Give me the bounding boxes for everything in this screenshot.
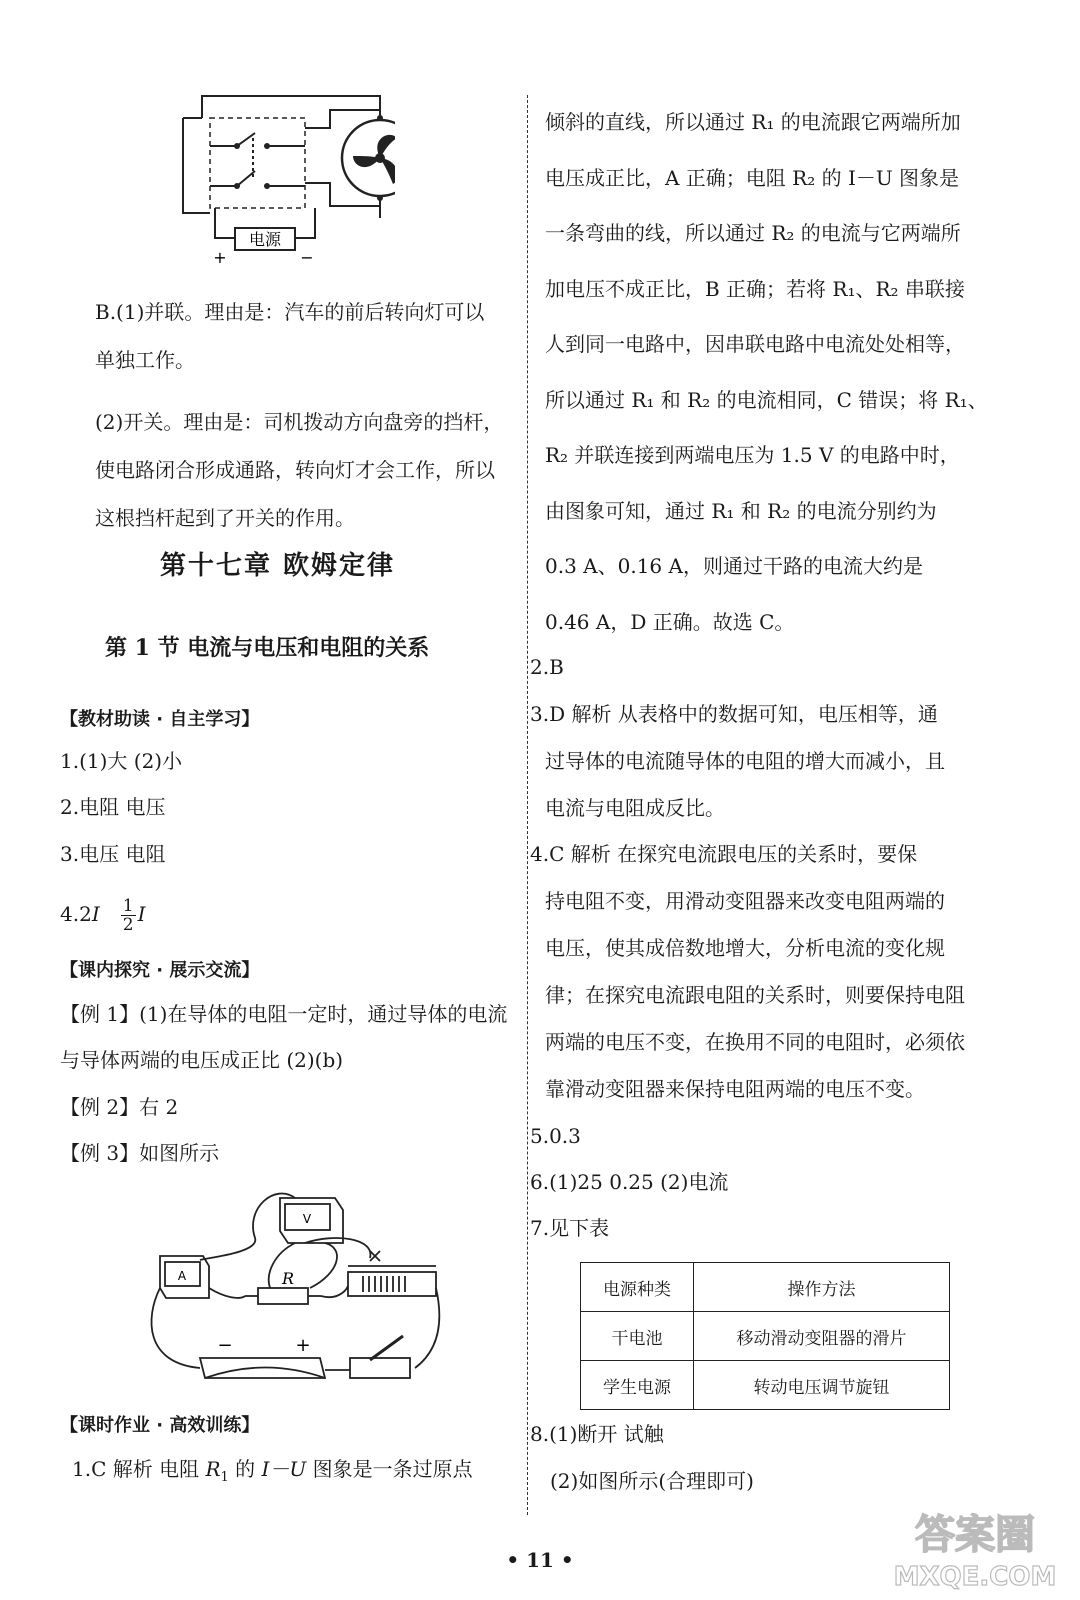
answer-b2-line3: 这根挡杆起到了开关的作用。 xyxy=(95,506,355,530)
example1-line2: 与导体两端的电压成正比 (2)(b) xyxy=(60,1048,344,1072)
table-cell: 干电池 xyxy=(581,1312,694,1361)
example1-line1: 【例 1】(1)在导体的电阻一定时，通过导体的电流 xyxy=(60,1002,508,1026)
example2: 【例 2】右 2 xyxy=(60,1095,179,1119)
answer-2: 2.B xyxy=(530,655,564,679)
answer-6: 6.(1)25 0.25 (2)电流 xyxy=(530,1170,729,1194)
analysis-line-4: 加电压不成正比，B 正确；若将 R₁、R₂ 串联接 xyxy=(545,277,965,301)
answer-3-line1: 3.D 解析 从表格中的数据可知，电压相等，通 xyxy=(530,702,938,726)
answer-5: 5.0.3 xyxy=(530,1124,581,1148)
fraction-half: $\frac{1}{2}$ xyxy=(122,896,134,935)
answer-4-line1: 4.C 解析 在探究电流跟电压的关系时，要保 xyxy=(530,842,918,866)
svg-text:电源: 电源 xyxy=(248,230,282,249)
answer-b2-line2: 使电路闭合形成通路，转向灯才会工作，所以 xyxy=(95,458,495,482)
answer-4-line3: 电压，使其成倍数地增大，分析电流的变化规 xyxy=(545,936,945,960)
table-header-cell: 电源种类 xyxy=(581,1263,694,1312)
answer-1-line1: 1.C 解析 电阻 $R_1$ 的 I－U 图象是一条过原点 xyxy=(72,1457,473,1485)
answer-b2-line1: (2)开关。理由是：司机拨动方向盘旁的挡杆， xyxy=(95,410,504,434)
analysis-line-1: 倾斜的直线，所以通过 R₁ 的电流跟它两端所加 xyxy=(545,110,961,134)
column-divider xyxy=(527,95,528,1515)
power-source-table xyxy=(580,1262,950,1410)
chapter-title: 第十七章 欧姆定律 xyxy=(160,551,396,581)
answer-3-line2: 过导体的电流随导体的电阻的增大而减小，且 xyxy=(545,749,945,773)
answer-q2: 2.电阻 电压 xyxy=(60,795,166,819)
table-row xyxy=(581,1361,950,1410)
analysis-line-3: 一条弯曲的线，所以通过 R₂ 的电流与它两端所 xyxy=(545,221,961,245)
analysis-line-7: R₂ 并联连接到两端电压为 1.5 V 的电路中时， xyxy=(545,443,960,467)
analysis-line-2: 电压成正比，A 正确；电阻 R₂ 的 I－U 图象是 xyxy=(545,166,960,190)
answer-4-line4: 律；在探究电流跟电阻的关系时，则要保持电阻 xyxy=(545,983,965,1007)
answer-7: 7.见下表 xyxy=(530,1216,610,1240)
analysis-line-9: 0.3 A、0.16 A，则通过干路的电流大约是 xyxy=(545,554,923,578)
watermark-logo xyxy=(880,1500,1070,1595)
analysis-line-8: 由图象可知，通过 R₁ 和 R₂ 的电流分别约为 xyxy=(545,499,937,523)
table-cell: 转动电压调节旋钮 xyxy=(694,1361,950,1410)
page-number: • 11 • xyxy=(506,1548,574,1572)
svg-text:+: + xyxy=(295,1335,311,1356)
example3: 【例 3】如图所示 xyxy=(60,1141,220,1165)
answer-q4: 4.2I $\frac{1}{2}$ I xyxy=(60,896,146,935)
svg-text:A: A xyxy=(177,1269,187,1283)
answer-q1: 1.(1)大 (2)小 xyxy=(60,749,183,773)
answer-3-line3: 电流与电阻成反比。 xyxy=(545,796,725,820)
svg-text:+: + xyxy=(213,248,227,267)
svg-text:−: − xyxy=(217,1335,233,1356)
analysis-line-5: 人到同一电路中，因串联电路中电流处处相等， xyxy=(545,332,965,356)
svg-text:−: − xyxy=(300,248,314,267)
table-cell: 学生电源 xyxy=(581,1361,694,1410)
answer-b1-line1: B.(1)并联。理由是：汽车的前后转向灯可以 xyxy=(95,300,485,324)
answer-8-line2: (2)如图所示(合理即可) xyxy=(550,1469,754,1493)
answer-4-line6: 靠滑动变阻器来保持电阻两端的电压不变。 xyxy=(545,1077,925,1101)
fan-circuit-diagram xyxy=(175,88,395,288)
header-class-inquiry: 【课内探究 · 展示交流】 xyxy=(60,960,260,981)
header-self-study: 【教材助读 · 自主学习】 xyxy=(60,709,260,730)
table-header-row xyxy=(581,1263,950,1312)
experiment-circuit-drawing xyxy=(145,1188,445,1403)
answer-b1-line2: 单独工作。 xyxy=(95,348,195,372)
svg-text:V: V xyxy=(302,1212,312,1226)
answer-8-line1: 8.(1)断开 试触 xyxy=(530,1422,664,1446)
answer-4-line5: 两端的电压不变，在换用不同的电阻时，必须依 xyxy=(545,1030,965,1054)
analysis-line-6: 所以通过 R₁ 和 R₂ 的电流相同，C 错误；将 R₁、 xyxy=(545,388,988,412)
table-cell: 移动滑动变阻器的滑片 xyxy=(694,1312,950,1361)
section-title: 第 1 节 电流与电压和电阻的关系 xyxy=(105,635,430,661)
header-homework: 【课时作业 · 高效训练】 xyxy=(60,1415,260,1436)
analysis-line-10: 0.46 A，D 正确。故选 C。 xyxy=(545,610,795,634)
answer-4-line2: 持电阻不变，用滑动变阻器来改变电阻两端的 xyxy=(545,889,945,913)
table-row xyxy=(581,1312,950,1361)
svg-text:MXQE.COM: MXQE.COM xyxy=(893,1562,1057,1592)
svg-text:答案圈: 答案圈 xyxy=(915,1512,1035,1558)
answer-q3: 3.电压 电阻 xyxy=(60,842,166,866)
svg-text:R: R xyxy=(281,1269,295,1288)
table-header-cell: 操作方法 xyxy=(694,1263,950,1312)
